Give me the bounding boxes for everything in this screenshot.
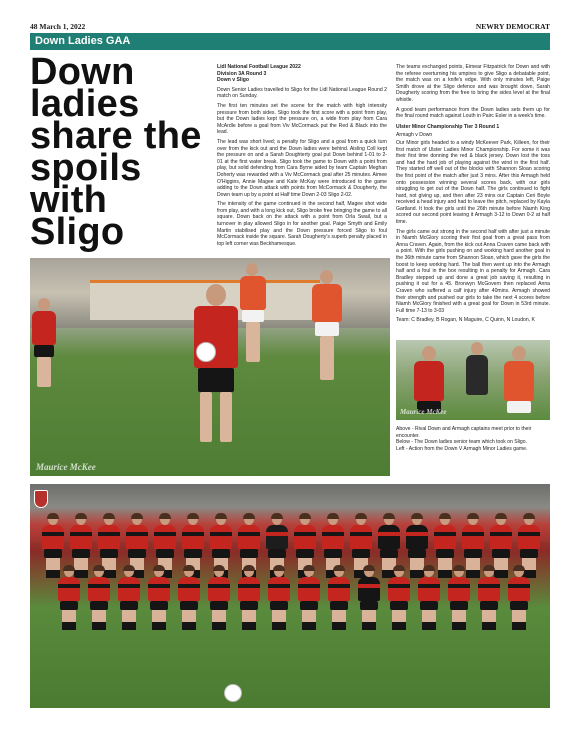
article-paragraph: Armagh v Down [396,132,433,139]
team-photo [30,484,550,708]
publication-name: NEWRY DEMOCRAT [475,22,550,31]
photo-watermark: Maurice McKee [36,462,96,472]
article-headline: Down ladies share the spoils with Sligo [30,51,202,253]
article-column-1 [217,64,387,250]
lead-line: Down v Sligo [217,77,249,84]
caption-line: Left - Action from the Down V Armagh Minor Ladies game. [396,445,528,452]
article-paragraph: Our Minor girls headed to a windy McKeever Park, Killeen, for their first match of Ulster Ladies Minor Championship. For some it was their first time donning the red & black jersey. Down lost the toss and had the hard job of playing against the wind in the first half. They started off well out of the blocks with Shannon Sloan scoring the first point of the match after just 3 mins. After this Armagh held onto possession winning several scores back, with our girls struggling to get out of the Down half. The girls continued to fight hard, not giving up, and then after 23 mins our Captain Ceri Boyle received a head injury and had to leave the pitch, replaced by Kayla Gartland. It took the girls until the 26th minute before Niamh King scored our second point leaving it Armagh 3-12 to Down 0-2 at half time. [396,139,550,226]
photo-watermark: Maurice McKee [400,408,447,416]
article-column-2 [396,64,550,327]
photo-caption [396,426,550,452]
lead-line: Lidl National Football League 2022 [217,64,301,70]
captains-photo [396,340,550,420]
club-crest-icon [34,490,48,508]
article-paragraph: The lead was short lived; a penalty for Sligo and a goal from a quick turn over from the kick out and the Down ladies were behind. Aisling Coll kept the pressure on and a Sarah Doughterty goal put Down behind 1-01 to 2-01 at the first water break. Sligo took the game to Down with a point from play, but solid defending from Cara Byrne aided by team Captain Meghan Doherty was rewarded with a Viv McCormack goal after 25 minutes. Aimee O'Higgins, Annie Magee and Kate McKay were introduced to the game adding to the Down attack with points from McCormack & Dougherty, the Down team up by a point at Half time Down 2-03 Sligo 2-02. [217,138,387,198]
football-ball [224,684,242,702]
article-paragraph: The first ten minutes set the scene for the match with high intensity pressure from both sides. Sligo took the first score with a point from play, but the Down ladies kept the pressure on, a wide from play from Cara McArdle before a goal from Viv McCormack put the Red & Black into the lead. [217,102,387,136]
article-paragraph: Team: C Bradley, B Rogan, N Maguire, C Quinn, N Loudon, K [396,317,535,324]
caption-line: Above - Rival Down and Armagh captains meet prior to their encounter. [396,426,532,439]
football-ball [196,342,216,362]
caption-line: Below - The Down ladies senior team which took on Sligo. [396,439,527,446]
page-header [30,22,550,32]
article-paragraph: The girls came out strong in the second half with after just a minute in Niamh McGlory scoring their first goal from a great pass from Anna Craven. Again, from the kick out Anna Craven came back with a point. With the girls pushing on and working hard another goal in the 36th minute came from Shannon Sloan, which gave the girls the boost to keep working hard. The ball then went up into the Armagh half and a foul in the box resulting in a penalty for Armagh. Cara Bradley stepped up and done a great job saving it, resulting in pushing it out for a 45. Bronwyn McGovern then replaced Anna Craven who suffered a calf injury after 40mins. Armagh showed their strength and pushed our girls to take the next 4 scores before Niamh McGlory finished with a great goal for Down in 53rd minute. Full time 7-13 to 3-03 [396,228,550,314]
section-banner: Down Ladies GAA [30,33,550,50]
page-date: 48 March 1, 2022 [30,22,86,31]
lead-line: Division 3A Round 3 [217,70,267,77]
article-paragraph: The intensity of the game continued in the second half, Magee shot wide from play, and with a long kick out, Sligo broke free bringing the game to all square. Down back on the attack with a point from Orla Swail, but a turnover in play allowed Sligo in for another goal. Paige Smyth and Emily Martin stabilised play and the Down pressure forced Sligo to foul McCormack inside the square. Sarah Dougherty's superb penalty placed in top left corner was Beckhamesque. [217,201,387,247]
article-paragraph: A good team performance from the Down ladies sets them up for the final round match against Louth in Pairc Esler in a week's time. [396,106,550,120]
action-photo [30,258,390,476]
article-paragraph: The teams exchanged points, Eimear Fitzpatrick for Down and with the referee overturning his umpires to give Sligo a debatable point, the match was on a knife's edge. With only minutes left, Paige Smith drove at the Sligo defence and was brought down, Sarah Dougherty scoring from the free to bring the sides level at the final whistle. [396,64,550,103]
article-paragraph: Down Senior Ladies travelled to Sligo for the Lidl National League Round 2 match on Sunday. [217,86,387,100]
article-subhead: Ulster Minor Championship Tier 3 Round 1 [396,123,500,130]
